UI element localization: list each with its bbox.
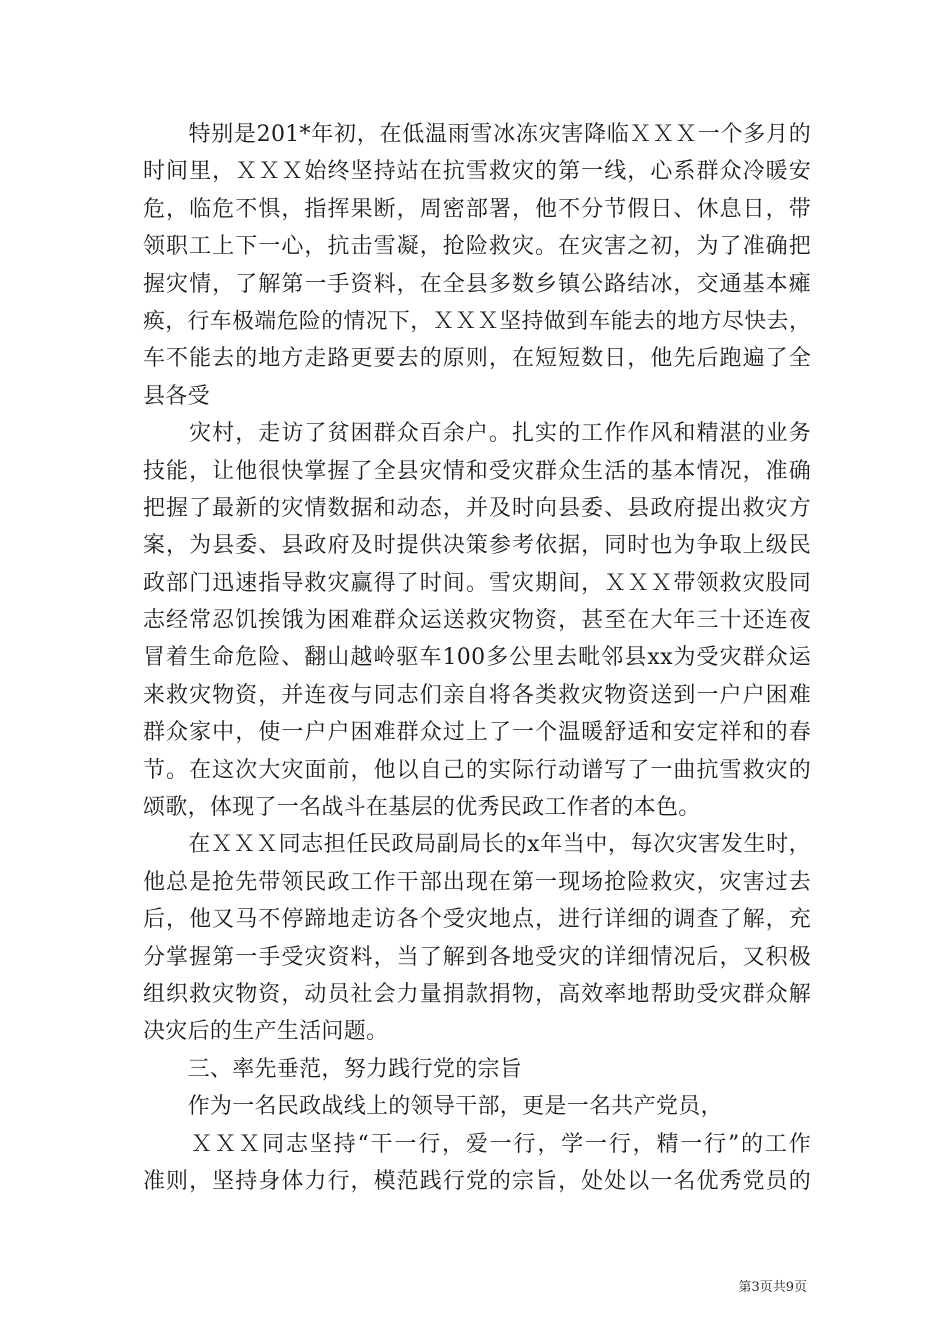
- text-line: ＸＸＸ同志坚持“干一行，爱一行，学一行，精一行”的工作: [143, 1131, 811, 1157]
- text-line: 案，为县委、县政府及时提供决策参考依据，同时也为争取上级民: [143, 533, 811, 559]
- text-line: 领职工上下一心，抗击雪凝，抢险救灾。在灾害之初，为了准确把: [143, 234, 811, 260]
- text-line: 痪，行车极端危险的情况下，ＸＸＸ坚持做到车能去的地方尽快去，: [143, 308, 811, 334]
- text-line: 技能，让他很快掌握了全县灾情和受灾群众生活的基本情况，准确: [143, 458, 811, 484]
- page-number: 第3页共9页: [738, 1280, 807, 1295]
- text-line: 危，临危不惧，指挥果断，周密部署，他不分节假日、休息日，带: [143, 196, 811, 222]
- document-body: [143, 116, 811, 1200]
- text-line: 准则，坚持身体力行，模范践行党的宗旨，处处以一名优秀党员的: [143, 1168, 811, 1194]
- text-line: 把握了最新的灾情数据和动态，并及时向县委、县政府提出救灾方: [143, 495, 811, 521]
- text-line: 县各受: [143, 383, 210, 409]
- text-line: 群众家中，使一户户困难群众过上了一个温暖舒适和安定祥和的春: [143, 720, 811, 746]
- text-line: 节。在这次大灾面前，他以自己的实际行动谱写了一曲抗雪救灾的: [143, 757, 811, 783]
- text-line: 车不能去的地方走路更要去的原则，在短短数日，他先后跑遍了全: [143, 346, 811, 372]
- text-line: 来救灾物资，并连夜与同志们亲自将各类救灾物资送到一户户困难: [143, 682, 811, 708]
- text-line: 决灾后的生产生活问题。: [143, 1019, 389, 1045]
- text-line: 分掌握第一手受灾资料，当了解到各地受灾的详细情况后，又积极: [143, 944, 811, 970]
- text-line: 时间里，ＸＸＸ始终坚持站在抗雪救灾的第一线，心系群众冷暖安: [143, 159, 811, 185]
- text-line: 组织救灾物资，动员社会力量捐款捐物，高效率地帮助受灾群众解: [143, 981, 811, 1007]
- text-line: 作为一名民政战线上的领导干部，更是一名共产党员，: [143, 1094, 723, 1120]
- text-line: 颂歌，体现了一名战斗在基层的优秀民政工作者的本色。: [143, 795, 701, 821]
- text-line: 三、率先垂范，努力践行党的宗旨: [143, 1056, 523, 1082]
- text-line: 灾村，走访了贫困群众百余户。扎实的工作作风和精湛的业务: [143, 421, 811, 447]
- text-line: 政部门迅速指导救灾赢得了时间。雪灾期间，ＸＸＸ带领救灾股同: [143, 570, 811, 596]
- text-line: 特别是201*年初，在低温雨雪冰冻灾害降临ＸＸＸ一个多月的: [143, 122, 811, 147]
- text-line: 在ＸＸＸ同志担任民政局副局长的x年当中，每次灾害发生时，: [143, 832, 811, 858]
- text-line: 他总是抢先带领民政工作干部出现在第一现场抢险救灾，灾害过去: [143, 869, 811, 895]
- text-line: 后，他又马不停蹄地走访各个受灾地点，进行详细的调查了解，充: [143, 907, 811, 933]
- text-line: 冒着生命危险、翻山越岭驱车100多公里去毗邻县xx为受灾群众运: [143, 645, 811, 671]
- text-line: 志经常忍饥挨饿为困难群众运送救灾物资，甚至在大年三十还连夜: [143, 608, 811, 634]
- text-line: 握灾情，了解第一手资料，在全县多数乡镇公路结冰，交通基本瘫: [143, 271, 811, 297]
